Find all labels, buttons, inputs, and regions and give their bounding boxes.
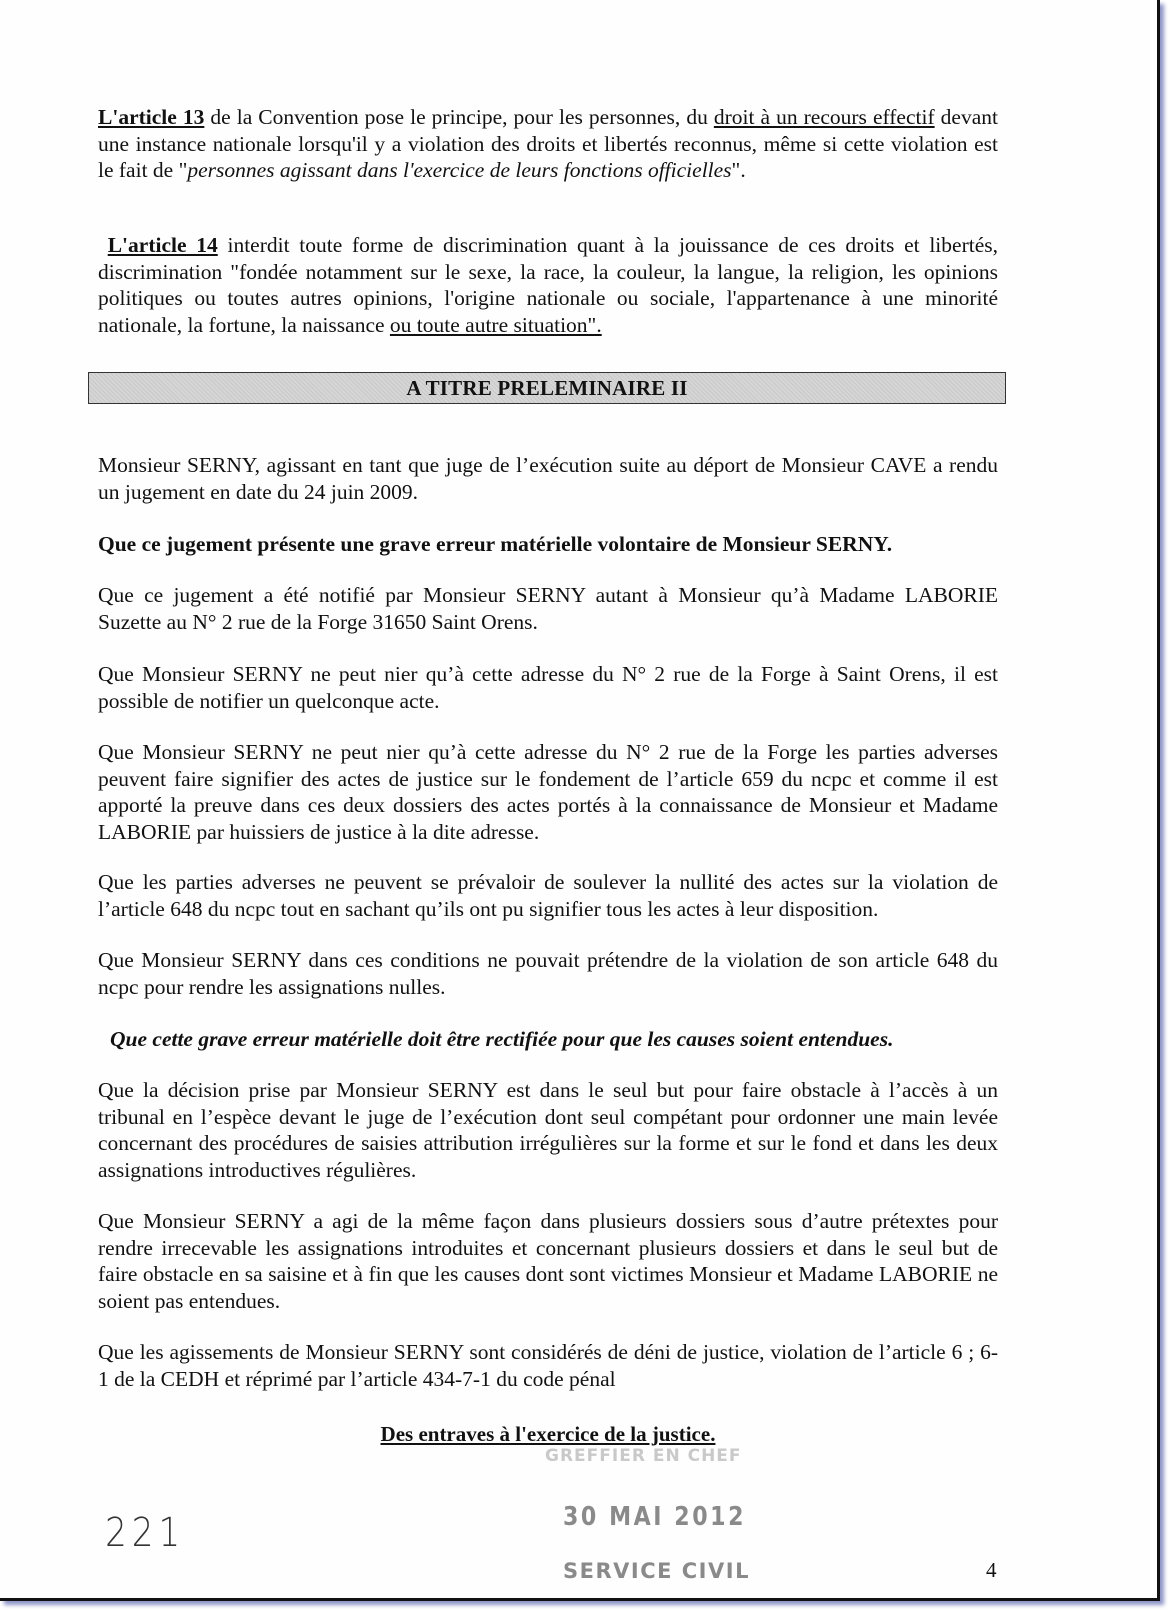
article-13-heading: L'article 13	[98, 105, 205, 129]
paragraph-1: Monsieur SERNY, agissant en tant que juge de l’exécution suite au déport de Monsieur CAVE a rendu un jugement en date du 24 juin 2009.	[98, 453, 998, 504]
paragraph-2-bold: Que ce jugement présente une grave erreur matérielle volontaire de Monsieur SERNY.	[98, 532, 893, 556]
handwritten-number: 221	[105, 1510, 186, 1556]
paragraph-5: Que Monsieur SERNY ne peut nier qu’à cette adresse du N° 2 rue de la Forge les parties adverses peuvent faire signifier des actes de justice sur le fondement de l’article 659 du ncpc et comme il est apporté la preuve dans ces deux dossiers des actes portés à la connaissance de Monsieur et Madame LABORIE par huissiers de justice à la dite adresse.	[98, 740, 998, 844]
stamp-service: SERVICE CIVIL	[563, 1559, 750, 1583]
article-14-paragraph: L'article 14 interdit toute forme de discrimination quant à la jouissance de ces droits et libertés, discrimination "fondée notamment sur le sexe, la race, la couleur, la langue, la religion, les opinions politiques ou toutes autres opinions, l'origine nationale ou sociale, l'appartenance à une minorité nationale, la fortune, la naissance ou toute autre situation".	[98, 233, 998, 337]
section-banner	[88, 372, 1006, 404]
paragraph-9: Que la décision prise par Monsieur SERNY est dans le seul but pour faire obstacle à l’accès à un tribunal en l’espèce devant le juge de l’exécution dont seul compétant pour ordonner une main levée concernant des procédures de saisies attribution irrégulières sur la forme et sur le fond et dans les deux assignations introductives régulières.	[98, 1078, 998, 1182]
paragraph-10: Que Monsieur SERNY a agi de la même façon dans plusieurs dossiers sous d’autre prétextes pour rendre irrecevable les assignations introduites et concernant plusieurs dossiers et dans le seul but de faire obstacle en sa saisine et à fin que les causes dont sont victimes Monsieur et Madame LABORIE ne soient pas entendues.	[98, 1209, 998, 1313]
paragraph-7: Que Monsieur SERNY dans ces conditions ne pouvait prétendre de la violation de son article 648 du ncpc pour rendre les assignations nulles.	[98, 948, 998, 999]
autre-situation-underline: ou toute autre situation".	[389, 312, 602, 337]
stamp-date: 30 MAI 2012	[563, 1502, 747, 1532]
paragraph-8-bold-italic: Que cette grave erreur matérielle doit être rectifiée pour que les causes soient entendues.	[110, 1027, 894, 1051]
footer-heading: Des entraves à l'exercice de la justice.	[380, 1422, 716, 1446]
article-14-heading: L'article 14	[107, 233, 218, 257]
paragraph-6: Que les parties adverses ne peuvent se prévaloir de soulever la nullité des actes sur la violation de l’article 648 du ncpc tout en sachant qu’ils ont pu signifier tous les actes à leur disposition.	[98, 870, 998, 921]
stamp-greffier: GREFFIER EN CHEF	[545, 1446, 742, 1466]
paragraph-11: Que les agissements de Monsieur SERNY sont considérés de déni de justice, violation de l’article 6 ; 6-1 de la CEDH et réprimé par l’article 434-7-1 du code pénal	[98, 1340, 998, 1391]
paragraph-3: Que ce jugement a été notifié par Monsieur SERNY autant à Monsieur qu’à Madame LABORIE Suzette au N° 2 rue de la Forge 31650 Saint Orens.	[98, 583, 998, 634]
recours-effectif-underline: droit à un recours effectif	[713, 105, 935, 129]
page-number: 4	[986, 1558, 997, 1582]
paragraph-4: Que Monsieur SERNY ne peut nier qu’à cette adresse du N° 2 rue de la Forge à Saint Orens, il est possible de notifier un quelconque acte.	[98, 662, 998, 713]
quoted-italic: personnes agissant dans l'exercice de leurs fonctions officielles	[187, 158, 732, 182]
section-banner-title: A TITRE PRELEMINAIRE II	[406, 375, 688, 400]
article-13-paragraph: L'article 13 de la Convention pose le principe, pour les personnes, du droit à un recours effectif devant une instance nationale lorsqu'il y a violation des droits et libertés reconnus, même si cette violation est le fait de "personnes agissant dans l'exercice de leurs fonctions officielles".	[98, 105, 998, 182]
